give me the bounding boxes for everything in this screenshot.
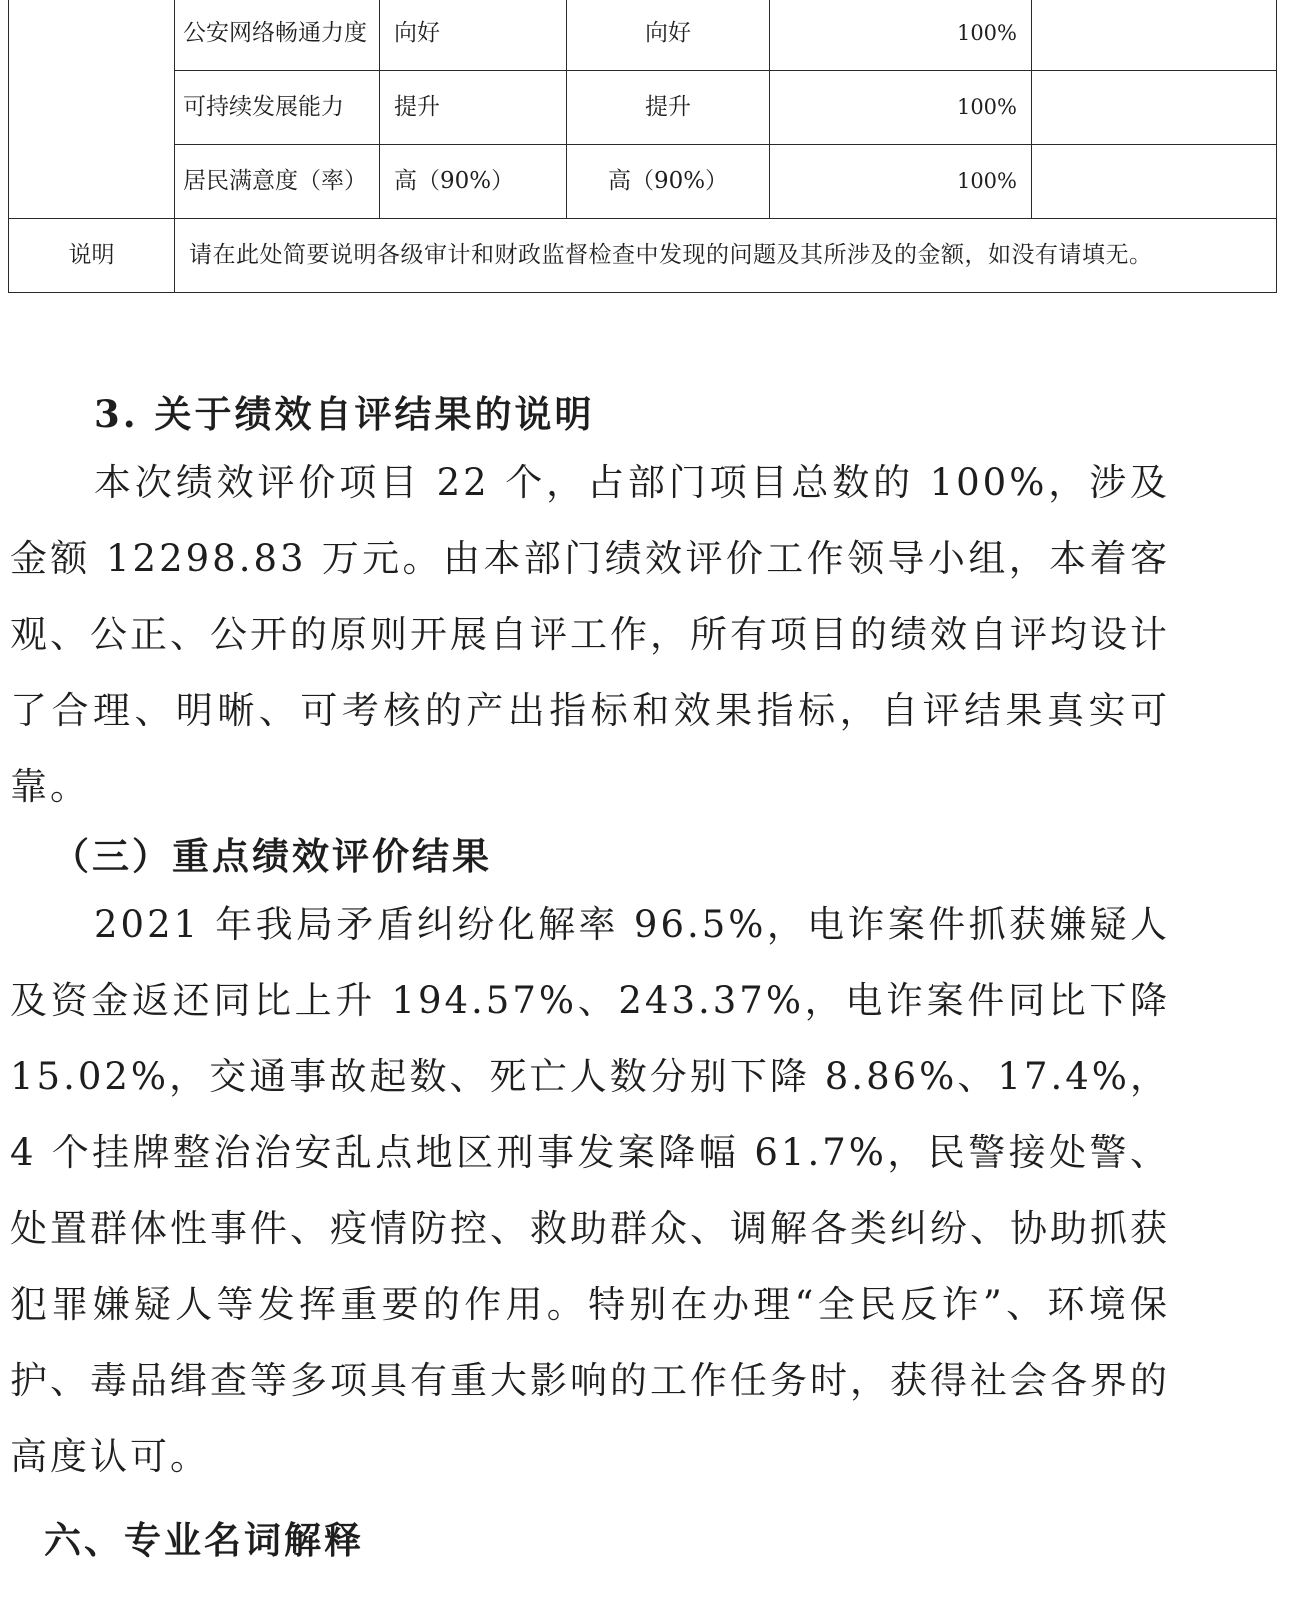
table-note-row [9, 219, 1277, 293]
section-3-paragraph: 本次绩效评价项目 22 个，占部门项目总数的 100%，涉及金额 12298.83 万元。由本部门绩效评价工作领导小组，本着客观、公正、公开的原则开展自评工作，所有项目的绩效自评均设计了合理、明晰、可考核的产出指标和效果指标，自评结果真实可靠。 [10, 461, 1170, 808]
table-row [9, 71, 1277, 145]
performance-indicator-table [8, 0, 1277, 293]
section-3-heading: 3. 关于绩效自评结果的说明 [94, 392, 595, 436]
merged-category-cell [9, 0, 175, 219]
target-value-cell: 提升 [380, 71, 567, 145]
table-row [9, 0, 1277, 71]
score-cell: 100% [770, 71, 1032, 145]
document-body [10, 383, 1170, 1571]
note-label-cell: 说明 [9, 219, 175, 293]
indicator-cell: 居民满意度（率） [175, 145, 380, 219]
key-results-heading: （三）重点绩效评价结果 [52, 834, 492, 878]
key-results-paragraph: 2021 年我局矛盾纠纷化解率 96.5%，电诈案件抓获嫌疑人及资金返还同比上升 194.57%、243.37%，电诈案件同比下降 15.02%，交通事故起数、死亡人数分别下降 8.86%、17.4%，4 个挂牌整治治安乱点地区刑事发案降幅 61.7%，民警接处警、处置群体性事件、疫情防控、救助群众、调解各类纠纷、协助抓获犯罪嫌疑人等发挥重要的作用。特别在办理“全民反诈”、环境保护、毒品缉查等多项具有重大影响的工作任务时，获得社会各界的高度认可。 [10, 903, 1170, 1478]
actual-value-cell: 提升 [567, 71, 770, 145]
target-value-cell: 向好 [380, 0, 567, 71]
note-text-cell: 请在此处简要说明各级审计和财政监督检查中发现的问题及其所涉及的金额，如没有请填无。 [175, 219, 1277, 293]
score-cell: 100% [770, 0, 1032, 71]
remark-cell [1032, 145, 1277, 219]
target-value-cell: 高（90%） [380, 145, 567, 219]
actual-value-cell: 高（90%） [567, 145, 770, 219]
score-cell: 100% [770, 145, 1032, 219]
table-row [9, 145, 1277, 219]
actual-value-cell: 向好 [567, 0, 770, 71]
section-6-heading: 六、专业名词解释 [44, 1518, 364, 1562]
indicator-cell: 可持续发展能力 [175, 71, 380, 145]
remark-cell [1032, 0, 1277, 71]
remark-cell [1032, 71, 1277, 145]
indicator-cell: 公安网络畅通力度 [175, 0, 380, 71]
